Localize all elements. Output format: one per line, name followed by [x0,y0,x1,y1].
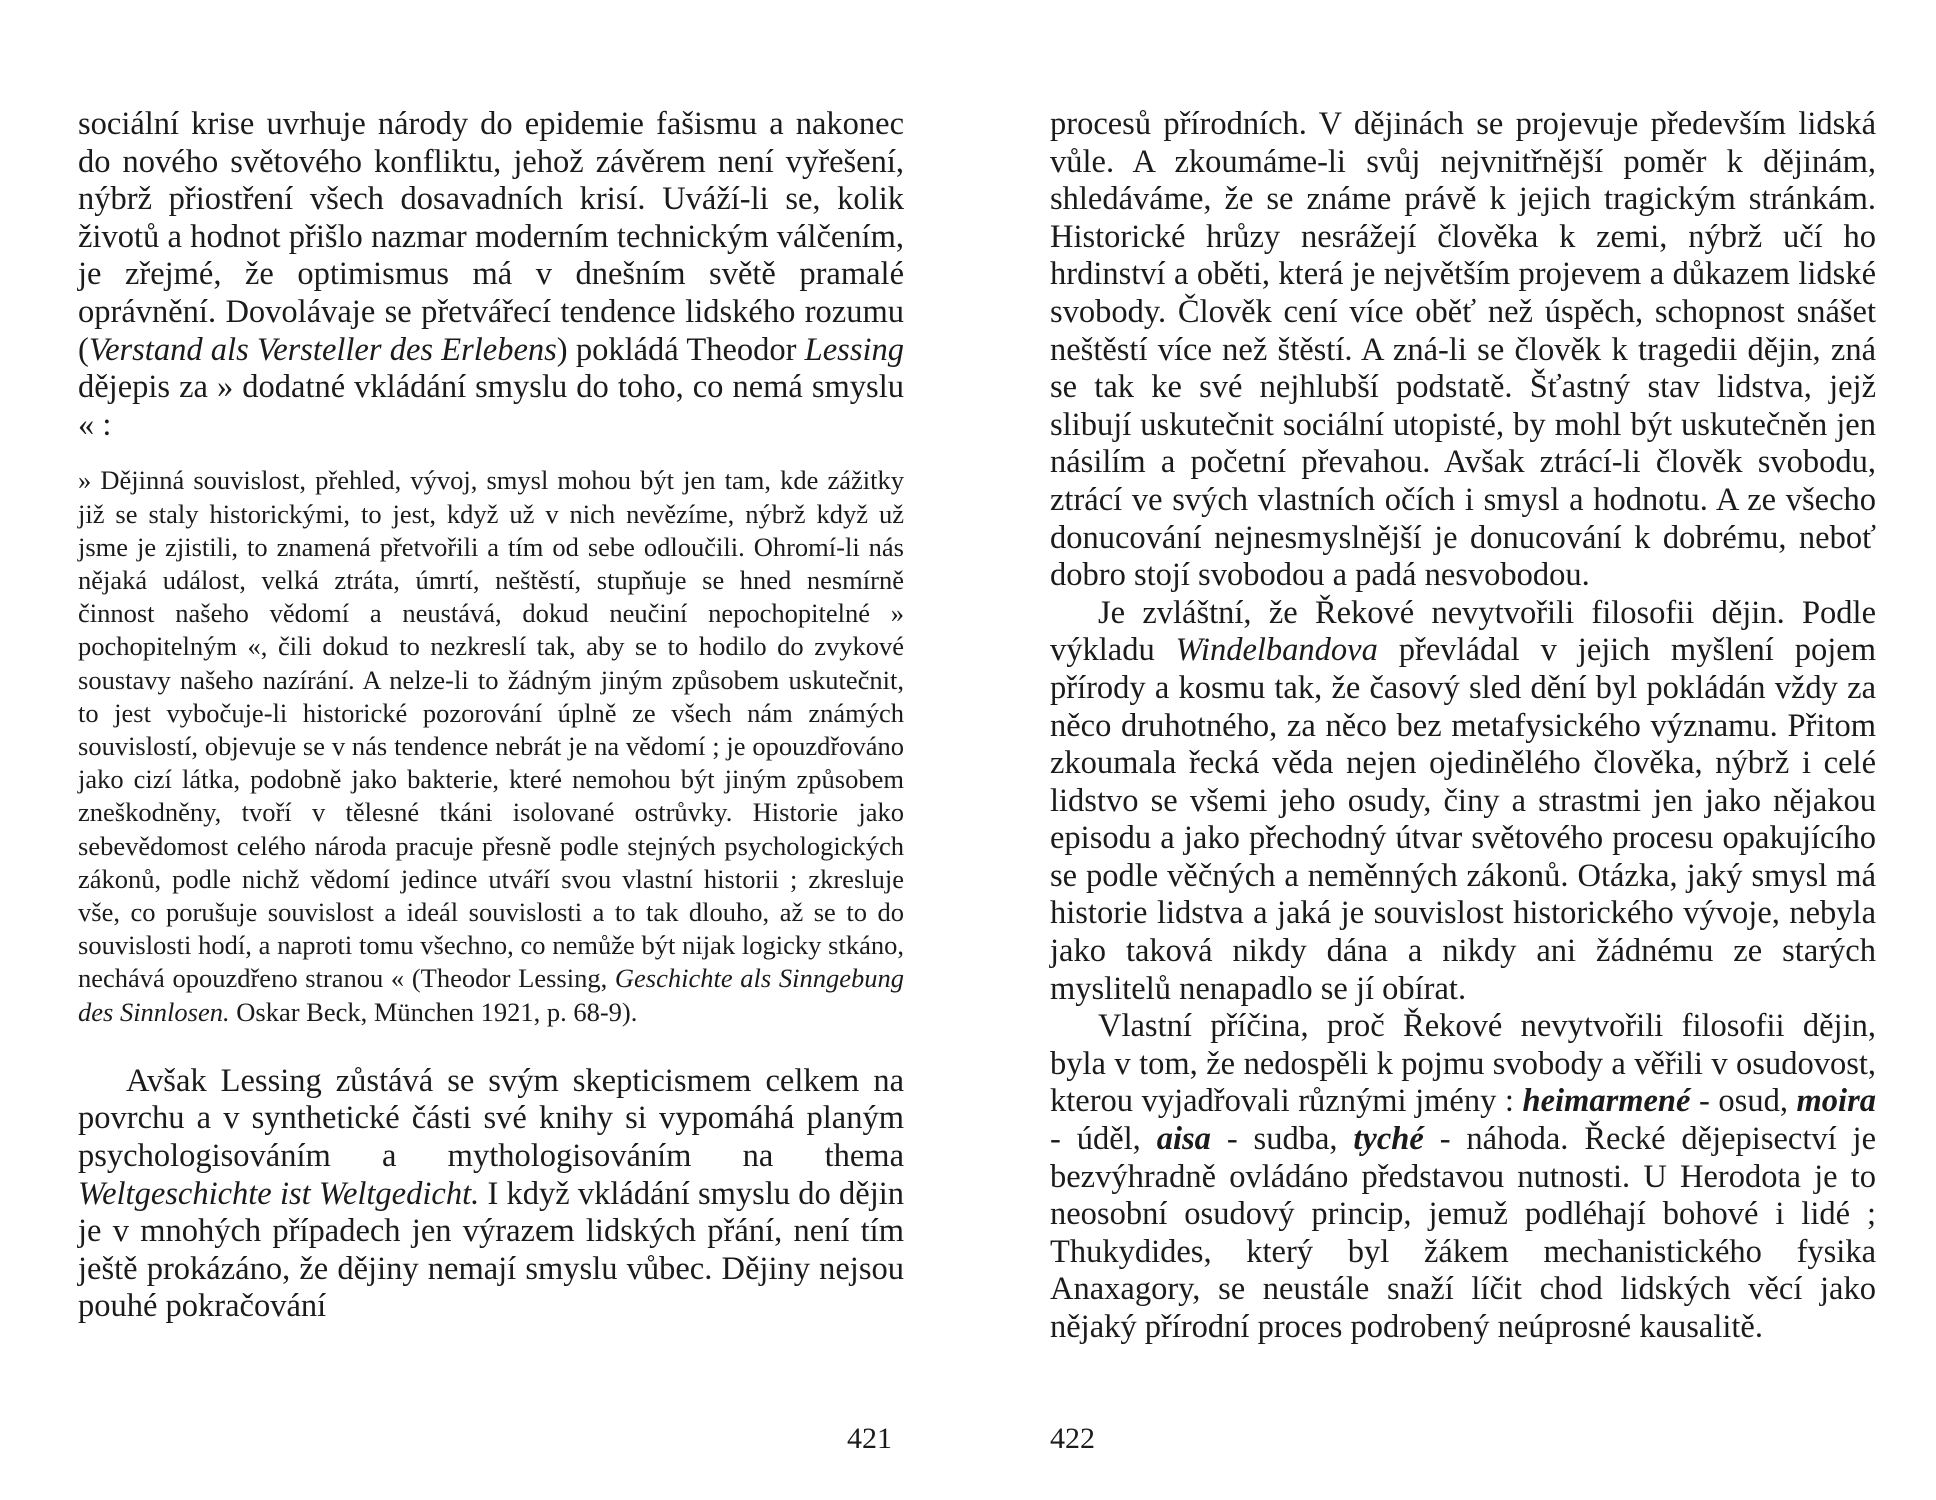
italic-term: aisa [1156,1121,1211,1158]
text-run: převládal v jejich myšlení pojem přírody a kosmu tak, že časový sled dění byl pokládán vždy za něco druhotného, za něco bez metafysického významu. Přitom zkoumala řecká věda nejen ojedinělého člověka, nýbrž i celé lidstvo se všemi jeho osudy, činy a strastmi jen jako nějakou episodu a jako přechodný útvar světového procesu opakujícího se podle věčných a neměnných zákonů. Otázka, jaký smysl má historie lidstva a jaká je souvislost historického vývoje, nebyla jako taková nikdy dána a nikdy ani žádnému ze starých myslitelů nenapadlo se jí obírat. [1050,632,1876,1007]
text-run: Avšak Lessing zůstává se svým skepticismem celkem na povrchu a v synthetické části své knihy si vypomáhá planým psychologisováním a mythologisováním na thema [78,1062,904,1174]
right-text [1050,106,1876,1347]
quote-text: » Dějinná souvislost, přehled, vývoj, smysl mohou být jen tam, kde zážitky již se staly historickými, to jest, když už v nich nevězíme, nýbrž když už jsme je zjistili, to znamená přetvořili a tím od sebe odloučili. Ohromí-li nás nějaká událost, velká ztráta, úmrtí, neštěstí, stupňuje se hned nesmírně činnost našeho vědomí a neustává, dokud neučiní nepochopitelné » pochopitelným «, čili dokud to nezkreslí tak, aby se to hodilo do zvykové soustavy našeho nazírání. A nelze-li to žádným jiným způsobem uskutečnit, to jest vybočuje-li historické pozorování úplně ze všech nám známých souvislostí, objevuje se v nás tendence nebrát je na vědomí ; je opouzdřováno jako cizí látka, podobně jako bakterie, které nemohou být jiným způsobem zneškodněny, tvoří v tělesné tkáni isolované ostrůvky. Historie jako sebevědomost celého národa pracuje přesně podle stejných psychologických zákonů, podle nichž vědomí jedince utváří svou vlastní historii ; zkresluje vše, co porušuje souvislost a ideál souvislosti a to tak dlouho, až se to do souvislosti hodí, a naproti tomu všechno, co nemůže být nijak logicky stkáno, nechává opouzdřeno stranou « (Theodor Lessing, [78,465,904,994]
left-paragraph-2 [78,1063,904,1326]
text-run: dějepis za » dodatné vkládání smyslu do toho, co nemá smyslu « : [78,369,904,443]
right-page [1050,106,1876,1347]
text-run: - náhoda. Řecké dějepisectví je bezvýhradně ovládáno představou nutnosti. U Herodota je to neosobní osudový princip, jemuž podléhají bohové i lidé ; Thukydides, který byl žákem mechanistického fysika Anaxagory, se neustále snaží líčit chod lidských věcí jako nějaký přírodní proces podrobený neúprosné kausalitě. [1050,1121,1876,1345]
italic-term: heimarmené [1522,1083,1691,1120]
text-run: - sudba, [1210,1121,1354,1158]
text-run: - osud, [1690,1083,1797,1120]
italic-phrase: Weltgeschichte ist Weltgedicht. [78,1175,480,1212]
page-number-left: 421 [847,1422,892,1455]
text-run: ) pokládá Theodor [556,331,805,368]
right-paragraph-3 [1050,1008,1876,1346]
right-paragraph-2 [1050,595,1876,1009]
italic-title: Verstand als Versteller des Erlebens [88,331,557,368]
right-paragraph-1: procesů přírodních. V dějinách se projevuje především lidská vůle. A zkoumáme-li svůj nejvnitřnější poměr k dějinám, shledáváme, že se známe právě k jejich tragickým stránkám. Historické hrůzy nesrážejí člověka k zemi, nýbrž učí ho hrdinství a oběti, která je největším projevem a důkazem lidské svobody. Člověk cení více oběť než úspěch, schopnost snášet neštěstí více než štěstí. A zná-li se člověk k tragedii dějin, zná se tak ke své nejhlubší podstatě. Šťastný stav lidstva, jejž slibují uskutečnit sociální utopisté, by mohl být uskutečněn jen násilím a početní převahou. Avšak ztrácí-li člověk svobodu, ztrácí ve svých vlastních očích i smysl a hodnotu. A ze všecho donucování nejnesmyslnější je donucování k dobrému, neboť dobro stojí svobodou a padá nesvobodou. [1050,106,1876,594]
left-page [78,106,904,1326]
text-run: I když vkládání smyslu do dějin je v mnohých případech jen výrazem lidských přání, není tím ještě prokázáno, že dějiny nemají smyslu vůbec. Dějiny nejsou pouhé pokračování [78,1175,905,1325]
left-paragraph-1 [78,106,904,444]
text-run: - úděl, [1050,1121,1157,1158]
quote-citation: Oskar Beck, München 1921, p. 68-9). [229,996,638,1027]
block-quote [78,464,904,1028]
italic-name: Windelbandova [1175,632,1378,669]
text-run: Je zvláštní, že Řekové nevytvořili filosofii dějin. Podle výkladu [1050,594,1876,669]
text-run: Vlastní příčina, proč Řekové nevytvořili filosofii dějin, byla v tom, že nedospěli k pojmu svobody a věřili v osudovost, kterou vyjadřovali různými jmény : [1050,1008,1876,1120]
italic-name: Lessing [804,331,904,368]
page-number-right: 422 [1050,1422,1095,1455]
italic-term: tyché [1353,1121,1424,1158]
text-run: sociální krise uvrhuje národy do epidemie fašismu a nakonec do nového světového konfliktu, jehož závěrem není vyřešení, nýbrž přiostření všech dosavadních krisí. Uváží-li se, kolik životů a hodnot přišlo nazmar moderním technickým válčením, je zřejmé, že optimismus má v dnešním světě pramalé oprávnění. Dovolávaje se přetvářecí tendence lidského rozumu ( [78,106,904,368]
italic-book-title: Geschichte als Sinngebung des Sinnlosen. [78,963,904,1027]
italic-term: moira [1796,1083,1876,1120]
